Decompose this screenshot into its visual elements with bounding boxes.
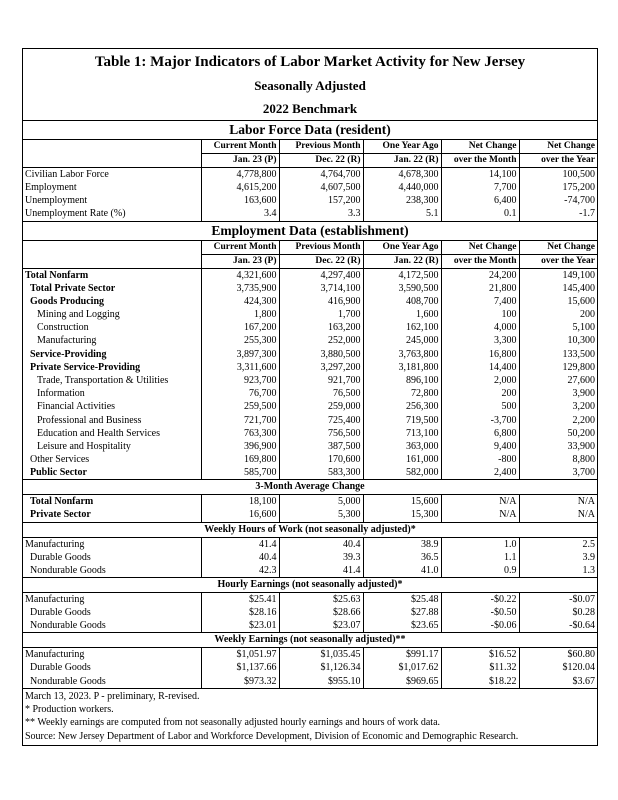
- column-header: Current Month: [201, 240, 279, 254]
- column-header: over the Month: [441, 154, 519, 168]
- row-value: 10,300: [519, 334, 597, 347]
- hourly-earnings-title: Hourly Earnings (not seasonally adjusted)*: [23, 577, 597, 592]
- row-value: 3,300: [441, 334, 519, 347]
- row-value: $0.28: [519, 606, 597, 619]
- row-value: 387,500: [279, 440, 363, 453]
- row-value: $11.32: [441, 661, 519, 674]
- row-label: Education and Health Services: [37, 427, 161, 439]
- table-subtitle-benchmark: 2022 Benchmark: [262, 101, 358, 116]
- row-value: 163,200: [279, 321, 363, 334]
- row-value: $1,137.66: [201, 661, 279, 674]
- row-value: 38.9: [363, 537, 441, 551]
- table-row: [23, 427, 597, 440]
- row-value: 50,200: [519, 427, 597, 440]
- column-header: Previous Month: [279, 140, 363, 154]
- row-value: 416,900: [279, 295, 363, 308]
- row-value: 763,300: [201, 427, 279, 440]
- row-value: -1.7: [519, 207, 597, 220]
- row-value: 167,200: [201, 321, 279, 334]
- row-value: 200: [519, 308, 597, 321]
- row-value: -800: [441, 453, 519, 466]
- weekly-earnings-title: Weekly Earnings (not seasonally adjusted)**: [23, 632, 597, 647]
- row-value: 1.0: [441, 537, 519, 551]
- row-value: 4,678,300: [363, 168, 441, 182]
- row-value: 163,600: [201, 194, 279, 207]
- row-value: -$0.22: [441, 592, 519, 606]
- table-row: [23, 661, 597, 674]
- row-value: 1.1: [441, 551, 519, 564]
- row-value: -3,700: [441, 413, 519, 426]
- table-row: [23, 295, 597, 308]
- row-value: 4,321,600: [201, 268, 279, 282]
- table-row: [23, 308, 597, 321]
- row-value: 3,763,800: [363, 348, 441, 361]
- labor-indicators-table: [22, 48, 598, 746]
- row-value: 18,100: [201, 495, 279, 509]
- header-blank: [23, 240, 201, 254]
- table-row: [23, 361, 597, 374]
- row-value: 4,172,500: [363, 268, 441, 282]
- row-value: 259,500: [201, 400, 279, 413]
- row-value: 3.9: [519, 551, 597, 564]
- row-value: 3,735,900: [201, 282, 279, 295]
- row-label: Civilian Labor Force: [23, 168, 201, 182]
- footnote-production: * Production workers.: [25, 703, 114, 715]
- row-value: 4,440,000: [363, 181, 441, 194]
- employment-section-title: Employment Data (establishment): [23, 221, 597, 240]
- row-label: Leisure and Hospitality: [37, 440, 131, 452]
- header-blank: [23, 154, 201, 168]
- row-label: Manufacturing: [23, 592, 201, 606]
- table-subtitle-adjustment: Seasonally Adjusted: [254, 78, 366, 93]
- row-value: 245,000: [363, 334, 441, 347]
- weekly-earnings-table: [23, 647, 597, 687]
- row-value: 238,300: [363, 194, 441, 207]
- row-value: 16,800: [441, 348, 519, 361]
- row-value: 2,000: [441, 374, 519, 387]
- row-value: N/A: [441, 508, 519, 521]
- row-value: $23.01: [201, 619, 279, 632]
- row-value: 5.1: [363, 207, 441, 220]
- row-value: 24,200: [441, 268, 519, 282]
- labor-force-table: [23, 139, 597, 221]
- row-value: $1,051.97: [201, 648, 279, 662]
- column-header: Net Change: [441, 140, 519, 154]
- row-value: 15,600: [519, 295, 597, 308]
- row-value: $25.48: [363, 592, 441, 606]
- row-label: Trade, Transportation & Utilities: [37, 374, 169, 386]
- table-row: [23, 440, 597, 453]
- row-value: $120.04: [519, 661, 597, 674]
- table-row: [23, 334, 597, 347]
- three-month-title: 3-Month Average Change: [23, 479, 597, 494]
- row-value: $3.67: [519, 675, 597, 688]
- row-value: $16.52: [441, 648, 519, 662]
- row-value: 6,800: [441, 427, 519, 440]
- row-value: $23.07: [279, 619, 363, 632]
- row-value: 149,100: [519, 268, 597, 282]
- row-value: 39.3: [279, 551, 363, 564]
- row-value: N/A: [441, 495, 519, 509]
- table-row: [23, 268, 597, 282]
- column-header: over the Year: [519, 154, 597, 168]
- row-value: 363,000: [363, 440, 441, 453]
- row-value: 3,590,500: [363, 282, 441, 295]
- row-value: 21,800: [441, 282, 519, 295]
- row-value: 259,000: [279, 400, 363, 413]
- row-value: 2.5: [519, 537, 597, 551]
- row-label: Employment: [25, 182, 77, 194]
- column-header: Jan. 23 (P): [201, 154, 279, 168]
- row-value: $23.65: [363, 619, 441, 632]
- table-title: Table 1: Major Indicators of Labor Market Activity for New Jersey: [94, 54, 526, 70]
- row-value: 161,000: [363, 453, 441, 466]
- row-value: -$0.64: [519, 619, 597, 632]
- row-value: 40.4: [279, 537, 363, 551]
- column-header: Net Change: [519, 140, 597, 154]
- row-value: 3,897,300: [201, 348, 279, 361]
- row-label: Nondurable Goods: [30, 620, 106, 632]
- row-value: 721,700: [201, 413, 279, 426]
- row-value: 145,400: [519, 282, 597, 295]
- row-label: Public Sector: [30, 467, 87, 479]
- table-row: [23, 675, 597, 688]
- row-label: Durable Goods: [30, 662, 91, 674]
- column-header: Jan. 22 (R): [363, 254, 441, 268]
- row-label: Private Sector: [30, 509, 91, 521]
- row-value: $969.65: [363, 675, 441, 688]
- row-value: 3.4: [201, 207, 279, 220]
- hourly-earnings-table: [23, 592, 597, 632]
- row-value: 4,778,800: [201, 168, 279, 182]
- row-value: 4,000: [441, 321, 519, 334]
- row-value: 15,600: [363, 495, 441, 509]
- row-value: 72,800: [363, 387, 441, 400]
- header-blank: [23, 254, 201, 268]
- table-row: [23, 181, 597, 194]
- row-value: 15,300: [363, 508, 441, 521]
- row-value: 4,607,500: [279, 181, 363, 194]
- row-value: 896,100: [363, 374, 441, 387]
- row-label: Manufacturing: [23, 648, 201, 662]
- row-value: 169,800: [201, 453, 279, 466]
- column-header: One Year Ago: [363, 240, 441, 254]
- column-header: Dec. 22 (R): [279, 154, 363, 168]
- row-value: 175,200: [519, 181, 597, 194]
- row-label: Construction: [37, 322, 89, 334]
- row-label: Total Private Sector: [30, 282, 116, 294]
- row-value: $27.88: [363, 606, 441, 619]
- header-row: [23, 140, 597, 154]
- row-value: 133,500: [519, 348, 597, 361]
- row-label: Professional and Business: [37, 414, 142, 426]
- row-value: $991.17: [363, 648, 441, 662]
- row-value: 157,200: [279, 194, 363, 207]
- row-value: 8,800: [519, 453, 597, 466]
- row-value: 1,600: [363, 308, 441, 321]
- row-value: 0.1: [441, 207, 519, 220]
- table-row: [23, 413, 597, 426]
- table-row: [23, 619, 597, 632]
- row-value: 1.3: [519, 564, 597, 577]
- column-header: Net Change: [519, 240, 597, 254]
- row-value: 255,300: [201, 334, 279, 347]
- table-row: [23, 374, 597, 387]
- row-value: $25.41: [201, 592, 279, 606]
- table-row: [23, 495, 597, 509]
- row-value: $25.63: [279, 592, 363, 606]
- footnote-source: Source: New Jersey Department of Labor and Workforce Development, Division of Economic and Demographic Research.: [25, 730, 519, 742]
- row-label: Goods Producing: [30, 295, 104, 307]
- row-value: 9,400: [441, 440, 519, 453]
- row-value: 3,200: [519, 400, 597, 413]
- column-header: One Year Ago: [363, 140, 441, 154]
- table-row: [23, 537, 597, 551]
- row-label: Service-Providing: [30, 348, 107, 360]
- employment-table: [23, 240, 597, 480]
- table-row: [23, 400, 597, 413]
- row-value: -$0.07: [519, 592, 597, 606]
- row-value: 162,100: [363, 321, 441, 334]
- row-value: $1,035.45: [279, 648, 363, 662]
- footnote-weekly-earnings: ** Weekly earnings are computed from not seasonally adjusted hourly earnings and hours of work data.: [25, 717, 441, 729]
- row-value: 583,300: [279, 466, 363, 479]
- table-row: [23, 508, 597, 521]
- row-value: 7,400: [441, 295, 519, 308]
- footnote-date: March 13, 2023. P - preliminary, R-revised.: [25, 690, 200, 702]
- row-value: 713,100: [363, 427, 441, 440]
- table-row: [23, 207, 597, 220]
- row-value: 16,600: [201, 508, 279, 521]
- column-header: Dec. 22 (R): [279, 254, 363, 268]
- row-value: N/A: [519, 495, 597, 509]
- row-value: -$0.50: [441, 606, 519, 619]
- row-value: 170,600: [279, 453, 363, 466]
- column-header: Jan. 23 (P): [201, 254, 279, 268]
- column-header: Net Change: [441, 240, 519, 254]
- row-value: 36.5: [363, 551, 441, 564]
- column-header: Current Month: [201, 140, 279, 154]
- row-value: $1,126.34: [279, 661, 363, 674]
- three-month-table: [23, 494, 597, 521]
- row-label: Nondurable Goods: [30, 564, 106, 576]
- row-label: Nondurable Goods: [30, 675, 106, 687]
- row-label: Unemployment: [25, 195, 88, 207]
- column-header: Jan. 22 (R): [363, 154, 441, 168]
- row-label: Manufacturing: [23, 537, 201, 551]
- row-value: 100,500: [519, 168, 597, 182]
- row-value: 3,297,200: [279, 361, 363, 374]
- row-value: 3,700: [519, 466, 597, 479]
- row-value: 200: [441, 387, 519, 400]
- row-value: N/A: [519, 508, 597, 521]
- row-value: 500: [441, 400, 519, 413]
- row-value: -$0.06: [441, 619, 519, 632]
- row-value: 3,181,800: [363, 361, 441, 374]
- table-row: [23, 168, 597, 182]
- table-row: [23, 466, 597, 479]
- row-value: 725,400: [279, 413, 363, 426]
- row-value: 40.4: [201, 551, 279, 564]
- table-row: [23, 606, 597, 619]
- row-value: 252,000: [279, 334, 363, 347]
- row-value: 424,300: [201, 295, 279, 308]
- row-value: $28.66: [279, 606, 363, 619]
- row-label: Total Nonfarm: [23, 268, 201, 282]
- row-value: 756,500: [279, 427, 363, 440]
- table-row: [23, 648, 597, 662]
- row-value: 41.4: [279, 564, 363, 577]
- row-value: 5,300: [279, 508, 363, 521]
- row-value: 921,700: [279, 374, 363, 387]
- header-row: [23, 240, 597, 254]
- row-value: 41.4: [201, 537, 279, 551]
- row-label: Durable Goods: [30, 551, 91, 563]
- table-row: [23, 387, 597, 400]
- row-value: 42.3: [201, 564, 279, 577]
- weekly-hours-table: [23, 537, 597, 577]
- row-value: 5,000: [279, 495, 363, 509]
- row-label: Mining and Logging: [37, 309, 120, 321]
- table-row: [23, 453, 597, 466]
- row-value: 5,100: [519, 321, 597, 334]
- row-value: 3,880,500: [279, 348, 363, 361]
- row-value: 4,615,200: [201, 181, 279, 194]
- row-value: 3.3: [279, 207, 363, 220]
- row-value: 0.9: [441, 564, 519, 577]
- row-value: $1,017.62: [363, 661, 441, 674]
- header-row: [23, 154, 597, 168]
- table-row: [23, 282, 597, 295]
- row-value: $60.80: [519, 648, 597, 662]
- row-label: Manufacturing: [37, 335, 97, 347]
- row-value: 256,300: [363, 400, 441, 413]
- table-row: [23, 551, 597, 564]
- row-value: $955.10: [279, 675, 363, 688]
- row-value: 4,297,400: [279, 268, 363, 282]
- row-value: 100: [441, 308, 519, 321]
- row-label: Information: [37, 388, 85, 400]
- footnotes: [23, 688, 597, 745]
- weekly-hours-title: Weekly Hours of Work (not seasonally adjusted)*: [23, 522, 597, 537]
- row-value: 76,700: [201, 387, 279, 400]
- row-value: 7,700: [441, 181, 519, 194]
- row-value: 923,700: [201, 374, 279, 387]
- row-value: 14,400: [441, 361, 519, 374]
- header-row: [23, 254, 597, 268]
- column-header: Previous Month: [279, 240, 363, 254]
- row-value: $28.16: [201, 606, 279, 619]
- row-label: Total Nonfarm: [23, 495, 201, 509]
- row-value: 2,400: [441, 466, 519, 479]
- table-row: [23, 194, 597, 207]
- row-label: Durable Goods: [30, 607, 91, 619]
- row-label: Private Service-Providing: [30, 361, 141, 373]
- row-value: 2,200: [519, 413, 597, 426]
- row-value: 27,600: [519, 374, 597, 387]
- row-value: 4,764,700: [279, 168, 363, 182]
- table-title-block: [23, 49, 597, 121]
- row-value: -74,700: [519, 194, 597, 207]
- row-label: Other Services: [30, 454, 90, 466]
- table-row: [23, 564, 597, 577]
- row-value: 3,311,600: [201, 361, 279, 374]
- row-value: 129,800: [519, 361, 597, 374]
- row-value: $18.22: [441, 675, 519, 688]
- row-value: 408,700: [363, 295, 441, 308]
- row-label: Financial Activities: [37, 401, 116, 413]
- row-value: 1,700: [279, 308, 363, 321]
- row-value: 3,714,100: [279, 282, 363, 295]
- row-value: 6,400: [441, 194, 519, 207]
- row-value: 41.0: [363, 564, 441, 577]
- table-row: [23, 592, 597, 606]
- row-value: 14,100: [441, 168, 519, 182]
- row-label: Unemployment Rate (%): [25, 208, 126, 220]
- row-value: 396,900: [201, 440, 279, 453]
- row-value: 1,800: [201, 308, 279, 321]
- row-value: 719,500: [363, 413, 441, 426]
- column-header: over the Year: [519, 254, 597, 268]
- row-value: 585,700: [201, 466, 279, 479]
- table-row: [23, 321, 597, 334]
- row-value: 3,900: [519, 387, 597, 400]
- row-value: 582,000: [363, 466, 441, 479]
- row-value: 33,900: [519, 440, 597, 453]
- row-value: $973.32: [201, 675, 279, 688]
- table-row: [23, 348, 597, 361]
- labor-force-section-title: Labor Force Data (resident): [229, 122, 391, 137]
- column-header: over the Month: [441, 254, 519, 268]
- row-value: 76,500: [279, 387, 363, 400]
- header-blank: [23, 140, 201, 154]
